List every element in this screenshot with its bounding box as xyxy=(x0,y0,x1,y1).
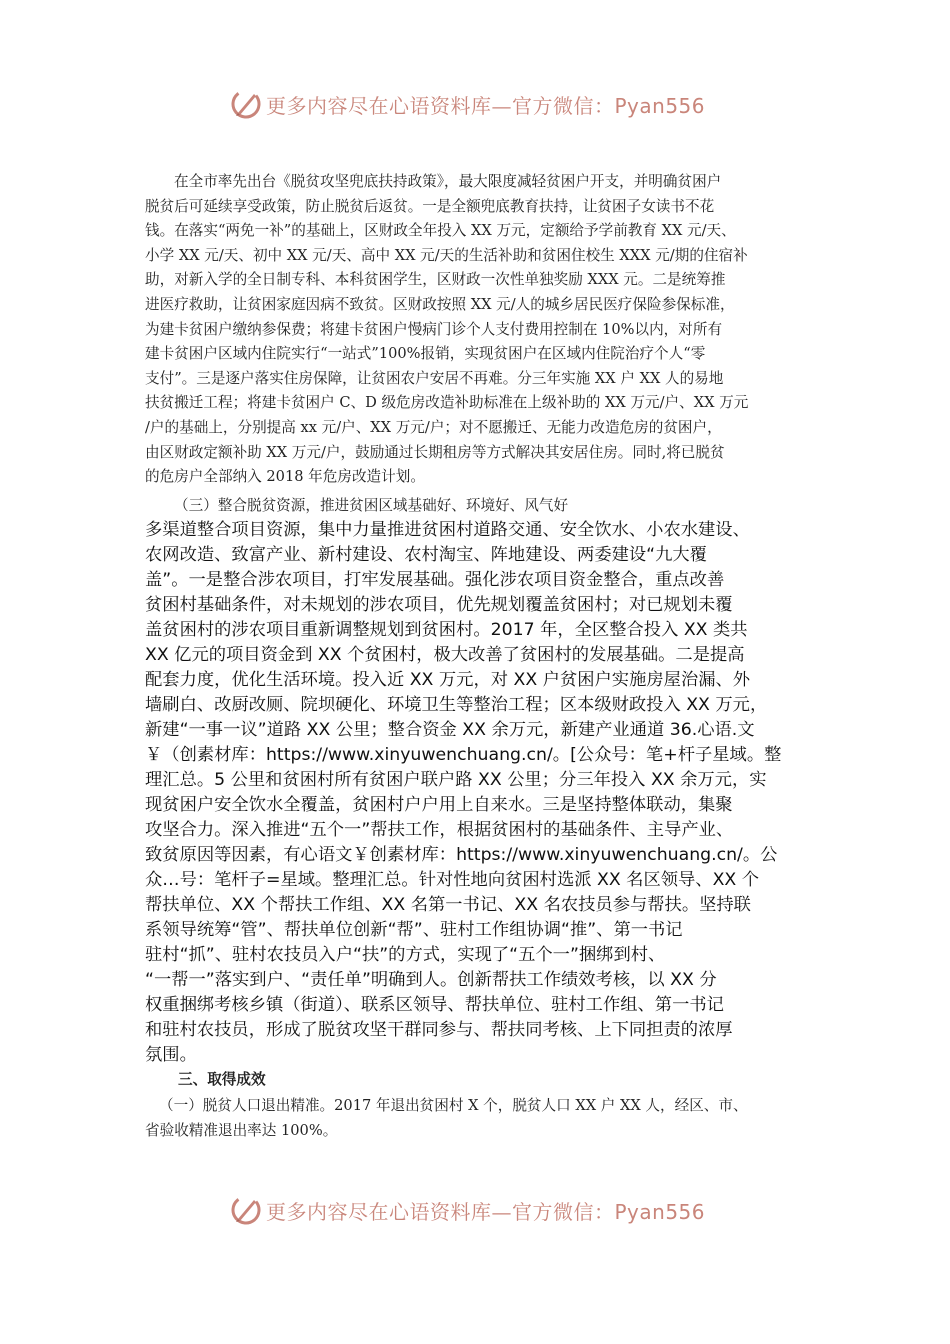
text-line: ￥（创素材库：https://www.xinyuwenchuang.cn/。[公众号：笔+杆子星域。整 xyxy=(145,745,782,765)
text-line: 助，对新入学的全日制专科、本科贫困学生，区财政一次性单独奖励 XXX 元。二是统筹推 xyxy=(145,271,726,289)
text-line: 建卡贫困户区域内住院实行“一站式”100%报销，实现贫困户在区域内住院治疗个人“零 xyxy=(145,345,706,363)
text-line: 和驻村农技员，形成了脱贫攻坚干群同参与、帮扶同考核、上下同担责的浓厚 xyxy=(145,1020,733,1040)
text-line: 众…号：笔杆子=星域。整理汇总。针对性地向贫困村选派 XX 名区领导、XX 个 xyxy=(145,870,760,890)
text-line: 理汇总。5 公里和贫困村所有贫困户联户路 XX 公里；分三年投入 XX 余万元，实 xyxy=(145,770,767,790)
text-line: 驻村“抓”、驻村农技员入户“扶”的方式，实现了“五个一”捆绑到村、 xyxy=(145,945,666,965)
text-line: 致贫原因等因素，有心语文￥创素材库：https://www.xinyuwenchuang.cn/。公 xyxy=(145,845,778,865)
text-line: 新建“一事一议”道路 XX 公里；整合资金 XX 余万元，新建产业通道 36.心语.文 xyxy=(145,720,755,740)
text-line: 系领导统筹“管”、帮扶单位创新“帮”、驻村工作组协调“推”、第一书记 xyxy=(145,920,683,940)
text-line: 由区财政定额补助 XX 万元/户，鼓励通过长期租房等方式解决其安居住房。同时,将已脱贫 xyxy=(145,443,725,461)
text-line: 脱贫后可延续享受政策，防止脱贫后返贫。一是全额兜底教育扶持，让贫困子女读书不花 xyxy=(145,197,715,215)
pen-circle-logo-icon xyxy=(228,1192,264,1228)
paragraph-resource-integration xyxy=(145,518,817,1068)
text-line: 支付”。三是逐户落实住房保障，让贫困农户安居不再难。分三年实施 XX 户 XX 人的易地 xyxy=(145,369,724,387)
text-line: 省验收精准退出率达 100%。 xyxy=(145,1121,338,1139)
footer-banner xyxy=(0,1190,950,1230)
text-line: /户的基础上，分别提高 xx 元/户、XX 万元/户；对不愿搬迁、无能力改造危房的贫困户， xyxy=(145,418,722,436)
text-line: 权重捆绑考核乡镇（街道）、联系区领导、帮扶单位、驻村工作组、第一书记 xyxy=(145,995,724,1015)
section-title-results: 三、取得成效 xyxy=(178,1071,266,1088)
text-line: XX 亿元的项目资金到 XX 个贫困村，极大改善了贫困村的发展基础。二是提高 xyxy=(145,645,745,665)
text-line: 配套力度，优化生活环境。投入近 XX 万元，对 XX 户贫困户实施房屋治漏、外 xyxy=(145,670,751,690)
text-line: 墙刷白、改厨改厕、院坝硬化、环境卫生等整治工程；区本级财政投入 XX 万元， xyxy=(145,695,768,715)
text-line: 钱。在落实“两免一补”的基础上，区财政全年投入 XX 万元，定额给予学前教育 XX 元/天、 xyxy=(145,222,736,240)
text-line: 进医疗救助，让贫困家庭因病不致贫。区财政按照 XX 元/人的城乡居民医疗保险参保标准， xyxy=(145,295,735,313)
banner-text: 更多内容尽在心语资料库—官方微信：Pyan556 xyxy=(266,93,706,118)
text-line: 的危房户全部纳入 2018 年危房改造计划。 xyxy=(145,468,425,486)
text-line: 在全市率先出台《脱贫攻坚兜底扶持政策》，最大限度减轻贫困户开支，并明确贫困户 xyxy=(174,173,722,190)
text-line: “一帮一”落实到户、“责任单”明确到人。创新帮扶工作绩效考核，以 XX 分 xyxy=(145,970,717,990)
text-line: 多渠道整合项目资源，集中力量推进贫困村道路交通、安全饮水、小农水建设、 xyxy=(145,520,750,540)
text-line: 贫困村基础条件，对未规划的涉农项目，优先规划覆盖贫困村；对已规划未覆 xyxy=(145,595,733,615)
text-line: 小学 XX 元/天、初中 XX 元/天、高中 XX 元/天的生活补助和贫困住校生 XXX 元/期的住宿补 xyxy=(145,246,748,264)
text-line: 盖贫困村的涉农项目重新调整规划到贫困村。2017 年，全区整合投入 XX 类共 xyxy=(145,620,748,640)
text-line: 盖”。一是整合涉农项目，打牢发展基础。强化涉农项目资金整合，重点改善 xyxy=(145,570,725,590)
text-line: 帮扶单位、XX 个帮扶工作组、XX 名第一书记、XX 名农技员参与帮扶。坚持联 xyxy=(145,895,751,915)
paragraph-housing-medical-education xyxy=(145,170,817,490)
text-line: 农网改造、致富产业、新村建设、农村淘宝、阵地建设、两委建设“九大覆 xyxy=(145,545,707,565)
text-line: 为建卡贫困户缴纳参保费；将建卡贫困户慢病门诊个人支付费用控制在 10%以内，对所有 xyxy=(145,320,723,338)
text-line: 氛围。 xyxy=(145,1045,197,1065)
text-line: 扶贫搬迁工程；将建卡贫困户 C、D 级危房改造补助标准在上级补助的 XX 万元/户、XX 万元 xyxy=(145,394,749,412)
section-heading-3: （三）整合脱贫资源，推进贫困区域基础好、环境好、风气好 xyxy=(174,497,569,514)
banner-text: 更多内容尽在心语资料库—官方微信：Pyan556 xyxy=(266,1199,706,1224)
header-banner xyxy=(0,84,950,124)
text-line: 现贫困户安全饮水全覆盖，贫困村户户用上自来水。三是坚持整体联动，集聚 xyxy=(145,795,733,815)
text-line: 攻坚合力。深入推进“五个一”帮扶工作，根据贫困村的基础条件、主导产业、 xyxy=(145,820,734,840)
text-line: （一）脱贫人口退出精准。2017 年退出贫困村 X 个，脱贫人口 XX 户 XX 人，经区、市、 xyxy=(159,1097,748,1114)
pen-circle-logo-icon xyxy=(228,86,264,122)
paragraph-results xyxy=(145,1094,817,1143)
